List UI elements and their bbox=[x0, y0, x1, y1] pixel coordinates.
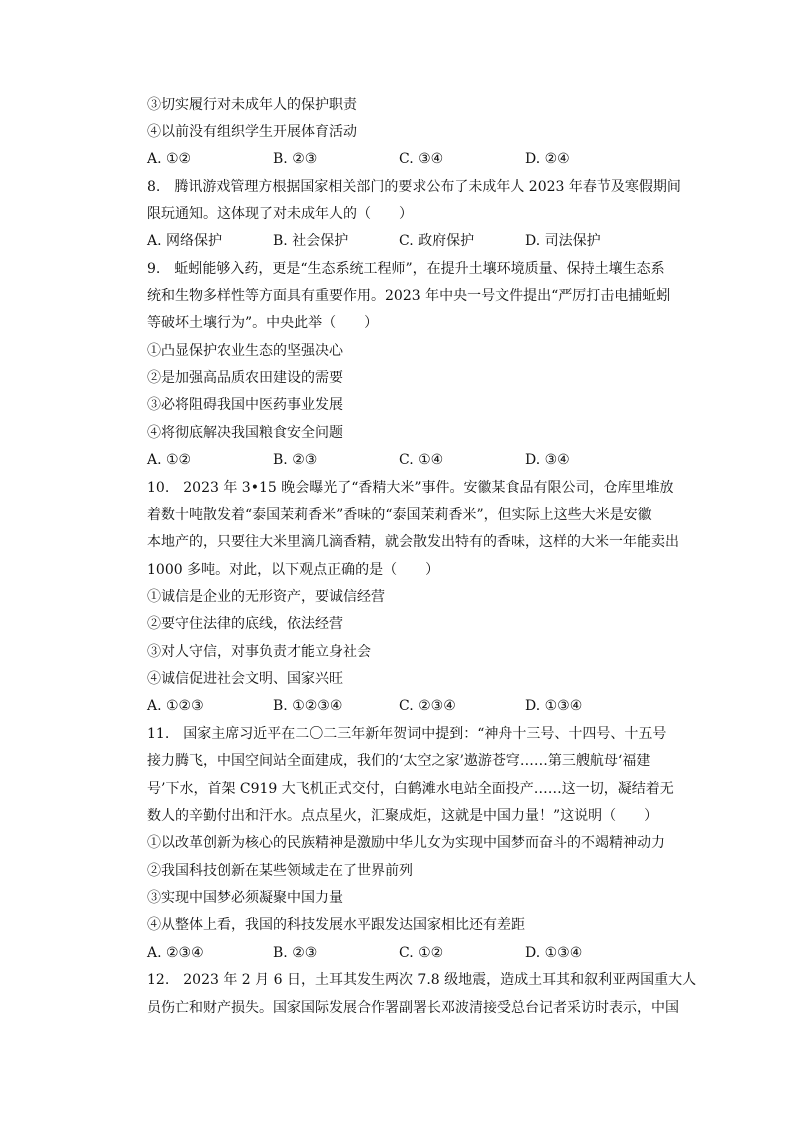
q9-item-3: ③必将阻碍我国中医药事业发展 bbox=[147, 397, 343, 413]
q9-stem-line-2: 统和生物多样性等方面具有重要作用。2023 年中央一号文件提出“严厉打击电捕蚯蚓 bbox=[147, 288, 671, 304]
q12-stem-line-1: 12. 2023 年 2 月 6 日，土耳其发生两次 7.8 级地震，造成土耳其和叙利亚两国重大人 bbox=[147, 972, 697, 988]
q11-option-b: B. ②③ bbox=[273, 945, 318, 961]
q11-item-3: ③实现中国梦必须凝聚中国力量 bbox=[147, 890, 343, 906]
q11-stem-line-2: 接力腾飞，中国空间站全面建成，我们的‘太空之家’遨游苍穹……第三艘航母‘福建 bbox=[147, 753, 651, 769]
q7-item-4: ④以前没有组织学生开展体育活动 bbox=[147, 124, 357, 140]
q10-stem-line-3: 本地产的，只要往大米里滴几滴香精，就会散发出特有的香味，这样的大米一年能卖出 bbox=[147, 534, 679, 550]
q9-option-d: D. ③④ bbox=[525, 452, 570, 468]
q10-option-d: D. ①③④ bbox=[525, 698, 583, 714]
q9-option-c: C. ①④ bbox=[399, 452, 444, 468]
q10-options bbox=[147, 696, 667, 716]
q8-stem-line-1: 8. 腾讯游戏管理方根据国家相关部门的要求公布了未成年人 2023 年春节及寒假期间 bbox=[147, 179, 681, 195]
q10-option-a: A. ①②③ bbox=[147, 698, 204, 714]
q7-option-d: D. ②④ bbox=[525, 151, 570, 167]
q10-stem-line-1: 10. 2023 年 3•15 晚会曝光了“香精大米”事件。安徽某食品有限公司，仓库里堆放 bbox=[147, 480, 674, 496]
q9-option-b: B. ②③ bbox=[273, 452, 318, 468]
q7-option-a: A. ①② bbox=[147, 151, 192, 167]
q12-stem-line-2: 员伤亡和财产损失。国家国际发展合作署副署长邓波清接受总台记者采访时表示，中国 bbox=[147, 1000, 679, 1016]
q11-stem-line-4: 数人的辛勤付出和汗水。点点星火，汇聚成炬，这就是中国力量！”这说明（ ） bbox=[147, 808, 659, 824]
q11-option-c: C. ①② bbox=[399, 945, 444, 961]
q10-item-3: ③对人守信，对事负责才能立身社会 bbox=[147, 644, 371, 660]
q11-options bbox=[147, 943, 667, 963]
q10-option-b: B. ①②③④ bbox=[273, 698, 343, 714]
q9-option-a: A. ①② bbox=[147, 452, 192, 468]
q10-stem-line-2: 着数十吨散发着“泰国茉莉香米”香味的“泰国茉莉香米”，但实际上这些大米是安徽 bbox=[147, 507, 652, 523]
q7-item-3: ③切实履行对未成年人的保护职责 bbox=[147, 97, 357, 113]
q10-stem-line-4: 1000 多吨。对此，以下观点正确的是（ ） bbox=[147, 562, 440, 578]
q10-item-4: ④诚信促进社会文明、国家兴旺 bbox=[147, 671, 343, 687]
q8-option-b: B. 社会保护 bbox=[273, 233, 349, 249]
q9-item-4: ④将彻底解决我国粮食安全问题 bbox=[147, 425, 343, 441]
q11-option-d: D. ①③④ bbox=[525, 945, 583, 961]
q8-option-c: C. 政府保护 bbox=[399, 233, 475, 249]
q9-stem-line-3: 等破坏土壤行为”。中央此举（ ） bbox=[147, 315, 379, 331]
q7-option-c: C. ③④ bbox=[399, 151, 444, 167]
q9-item-2: ②是加强高品质农田建设的需要 bbox=[147, 370, 343, 386]
q7-options bbox=[147, 149, 667, 169]
q8-stem-line-2: 限玩通知。这体现了对未成年人的（ ） bbox=[147, 206, 413, 222]
q9-options bbox=[147, 450, 667, 470]
q11-stem-line-3: 号’下水，首架 C919 大飞机正式交付，白鹤滩水电站全面投产……这一切，凝结着无 bbox=[147, 781, 674, 797]
q10-item-2: ②要守住法律的底线，依法经营 bbox=[147, 616, 343, 632]
q8-option-a: A. 网络保护 bbox=[147, 233, 223, 249]
q8-options bbox=[147, 231, 667, 251]
q11-item-4: ④从整体上看，我国的科技发展水平跟发达国家相比还有差距 bbox=[147, 917, 525, 933]
q11-item-1: ①以改革创新为核心的民族精神是激励中华儿女为实现中国梦而奋斗的不竭精神动力 bbox=[147, 835, 665, 851]
q10-option-c: C. ②③④ bbox=[399, 698, 456, 714]
q7-option-b: B. ②③ bbox=[273, 151, 318, 167]
q10-item-1: ①诚信是企业的无形资产，要诚信经营 bbox=[147, 589, 385, 605]
q11-option-a: A. ②③④ bbox=[147, 945, 204, 961]
q9-item-1: ①凸显保护农业生态的坚强决心 bbox=[147, 343, 343, 359]
q11-stem-line-1: 11. 国家主席习近平在二〇二三年新年贺词中提到：“神舟十三号、十四号、十五号 bbox=[147, 726, 667, 742]
q8-option-d: D. 司法保护 bbox=[525, 233, 601, 249]
q11-item-2: ②我国科技创新在某些领域走在了世界前列 bbox=[147, 863, 413, 879]
q9-stem-line-1: 9. 蚯蚓能够入药，更是“生态系统工程师”，在提升土壤环境质量、保持土壤生态系 bbox=[147, 261, 665, 277]
